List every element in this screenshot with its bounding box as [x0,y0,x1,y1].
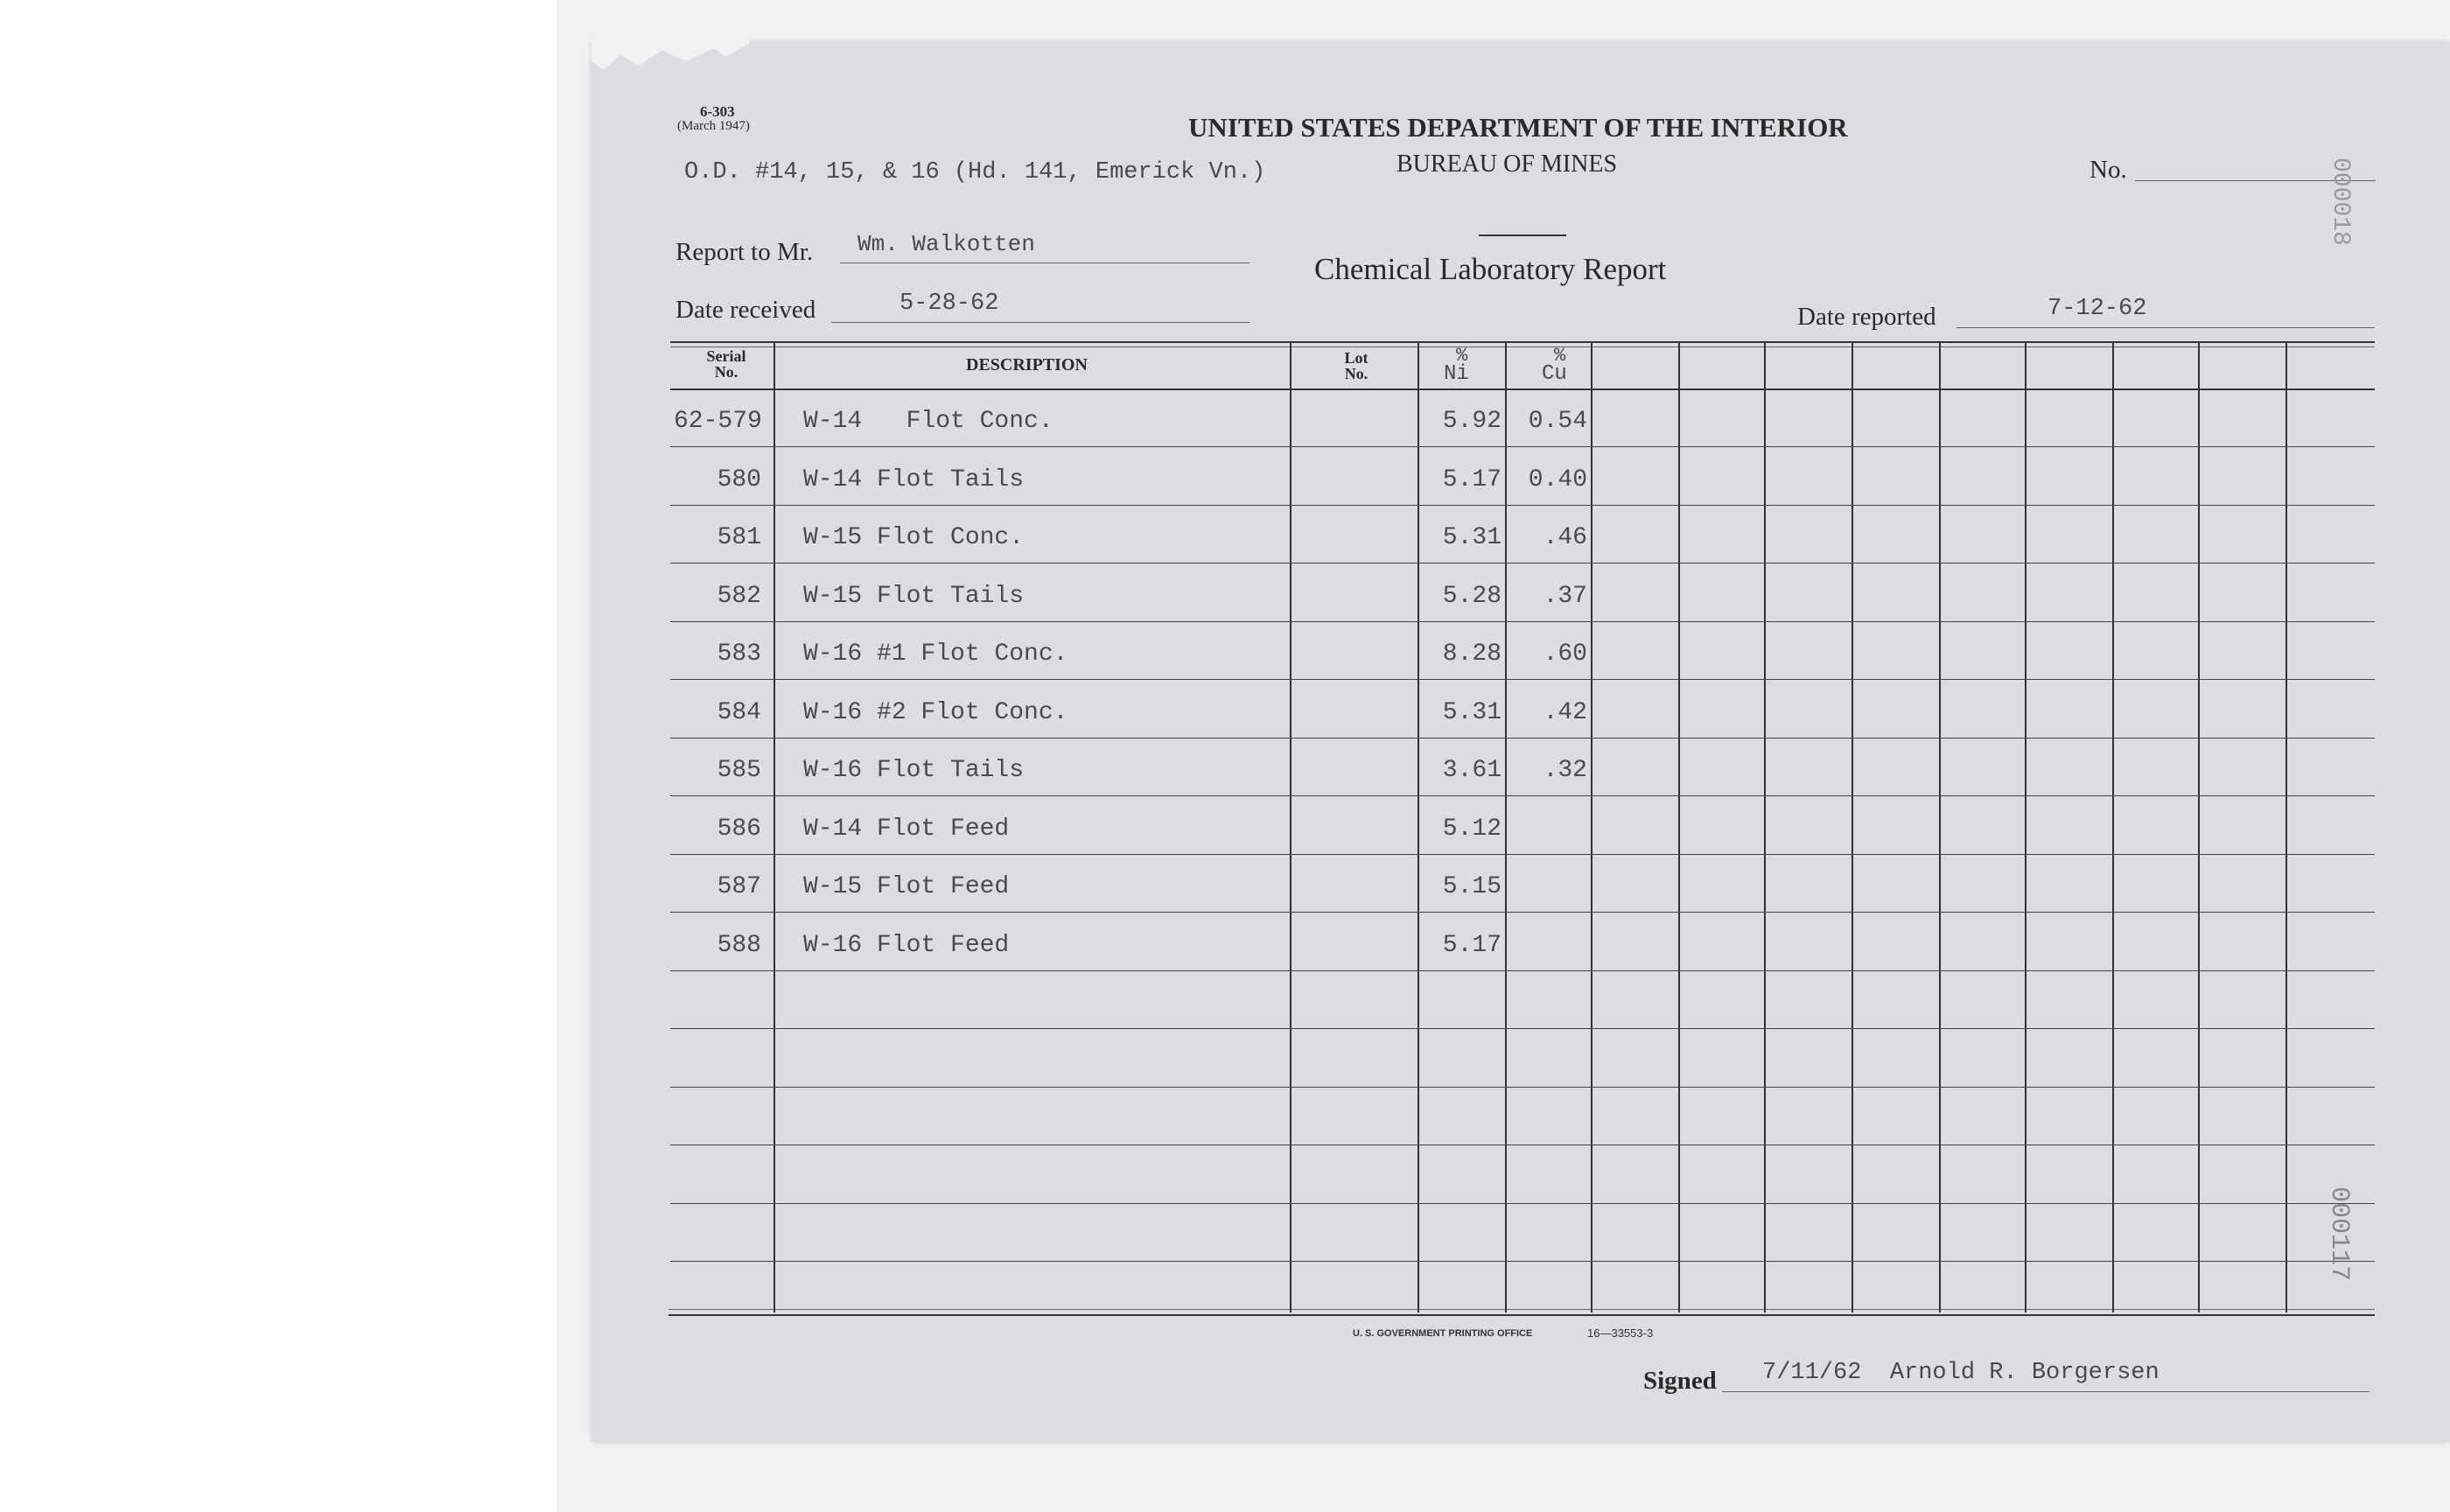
date-received-line [831,322,1250,323]
description-cell: W-16 #2 Flot Conc. [803,699,1068,726]
col-line-8 [1764,343,1766,1312]
ni-cell: 5.28 [1442,583,1502,610]
col-line-10 [1939,343,1941,1312]
header-rule [670,388,2375,390]
bureau-heading: BUREAU OF MINES [1396,150,1618,178]
serial-cell: 585 [717,757,761,784]
date-received-value: 5-28-62 [900,290,999,317]
signed-value: 7/11/62 Arnold R. Borgersen [1762,1360,2160,1386]
serial-cell: 586 [717,816,761,843]
description-cell: W-16 Flot Tails [803,757,1025,784]
col-line-12 [2112,343,2114,1312]
row-rule [670,912,2375,913]
table-top-rule [670,341,2375,343]
col-line-7 [1678,343,1680,1312]
number-label: No. [2090,156,2127,184]
date-reported-value: 7-12-62 [2048,296,2147,322]
signed-line [1722,1391,2370,1392]
description-cell: W-14 Flot Feed [803,816,1010,843]
empty-row-rule [670,1203,2375,1204]
empty-row-rule [670,1261,2375,1262]
serial-cell: 584 [717,699,761,726]
col-line-11 [2025,343,2026,1312]
row-rule [670,795,2375,796]
serial-cell: 583 [717,640,761,668]
header-description: DESCRIPTION [966,355,1088,374]
row-rule [670,563,2375,564]
header-ni-pct: % [1456,345,1468,367]
ni-cell: 5.12 [1442,816,1502,843]
description-cell: W-16 Flot Feed [803,932,1010,959]
header-cu: Cu [1542,362,1567,386]
table-bottom-rule [668,1314,2375,1316]
header-cu-pct: % [1554,345,1566,367]
cu-cell: 0.54 [1528,408,1587,435]
description-cell: W-15 Flot Conc. [803,524,1025,551]
ni-cell: 8.28 [1442,640,1502,668]
serial-cell: 582 [717,583,761,610]
printer-credit: U. S. GOVERNMENT PRINTING OFFICE [1353,1328,1533,1339]
serial-cell: 580 [717,466,761,494]
col-line-14 [2286,343,2287,1312]
date-reported-line [1956,327,2375,328]
col-line-13 [2198,343,2200,1312]
row-rule [670,679,2375,680]
col-line-ni [1505,343,1507,1312]
ni-cell: 5.31 [1442,699,1502,726]
printer-code: 16—33553-3 [1587,1326,1654,1340]
report-to-label: Report to Mr. [676,238,814,266]
serial-cell: 581 [717,524,761,551]
form-number: 6-303 [700,103,735,120]
report-to-line [840,262,1250,263]
cu-cell: .32 [1543,757,1587,784]
description-cell: W-15 Flot Feed [803,873,1010,900]
empty-row-rule [670,1087,2375,1088]
description-cell: W-14 Flot Tails [803,466,1025,494]
col-line-cu [1591,343,1592,1312]
ni-cell: 5.17 [1442,932,1502,959]
cu-cell: .37 [1543,583,1587,610]
col-line-9 [1852,343,1853,1312]
cu-cell: .46 [1543,524,1587,551]
table-top-rule-2 [670,346,2375,347]
cu-cell: 0.40 [1528,466,1587,494]
row-rule [670,446,2375,447]
form-date: (March 1947) [677,119,750,133]
ni-cell: 5.17 [1442,466,1502,494]
margin-number-bottom: 000117 [2324,1186,2354,1282]
header-ni: Ni [1444,362,1469,386]
date-received-label: Date received [676,296,816,324]
header-serial: Serial No. [706,347,746,381]
description-cell: W-15 Flot Tails [803,583,1025,610]
department-heading: UNITED STATES DEPARTMENT OF THE INTERIOR [1188,112,1848,143]
table-bottom-rule-2 [668,1309,2375,1310]
description-cell: W-14 Flot Conc. [803,408,1054,435]
row-rule [670,621,2375,622]
header-lot: Lot No. [1344,349,1368,382]
report-title: Chemical Laboratory Report [1314,252,1667,286]
ni-cell: 5.31 [1442,524,1502,551]
row-rule [670,970,2375,971]
ni-cell: 3.61 [1442,757,1502,784]
serial-cell: 62-579 [674,408,762,435]
ni-cell: 5.92 [1442,408,1502,435]
col-line-desc [1290,343,1292,1312]
cu-cell: .42 [1543,699,1587,726]
empty-row-rule [670,1144,2375,1145]
od-reference: O.D. #14, 15, & 16 (Hd. 141, Emerick Vn.) [684,159,1266,186]
description-cell: W-16 #1 Flot Conc. [803,640,1068,668]
serial-cell: 588 [717,932,761,959]
col-line-lot [1418,343,1419,1312]
ni-cell: 5.15 [1442,873,1502,900]
cu-cell: .60 [1543,640,1587,668]
title-rule [1479,234,1566,236]
report-to-value: Wm. Walkotten [858,231,1035,257]
empty-row-rule [670,1028,2375,1029]
col-line-serial [774,343,775,1312]
date-reported-label: Date reported [1797,303,1936,331]
row-rule [670,854,2375,855]
signed-label: Signed [1643,1367,1717,1395]
margin-number-top: 000018 [2327,158,2354,246]
row-rule [670,505,2375,506]
serial-cell: 587 [717,873,761,900]
